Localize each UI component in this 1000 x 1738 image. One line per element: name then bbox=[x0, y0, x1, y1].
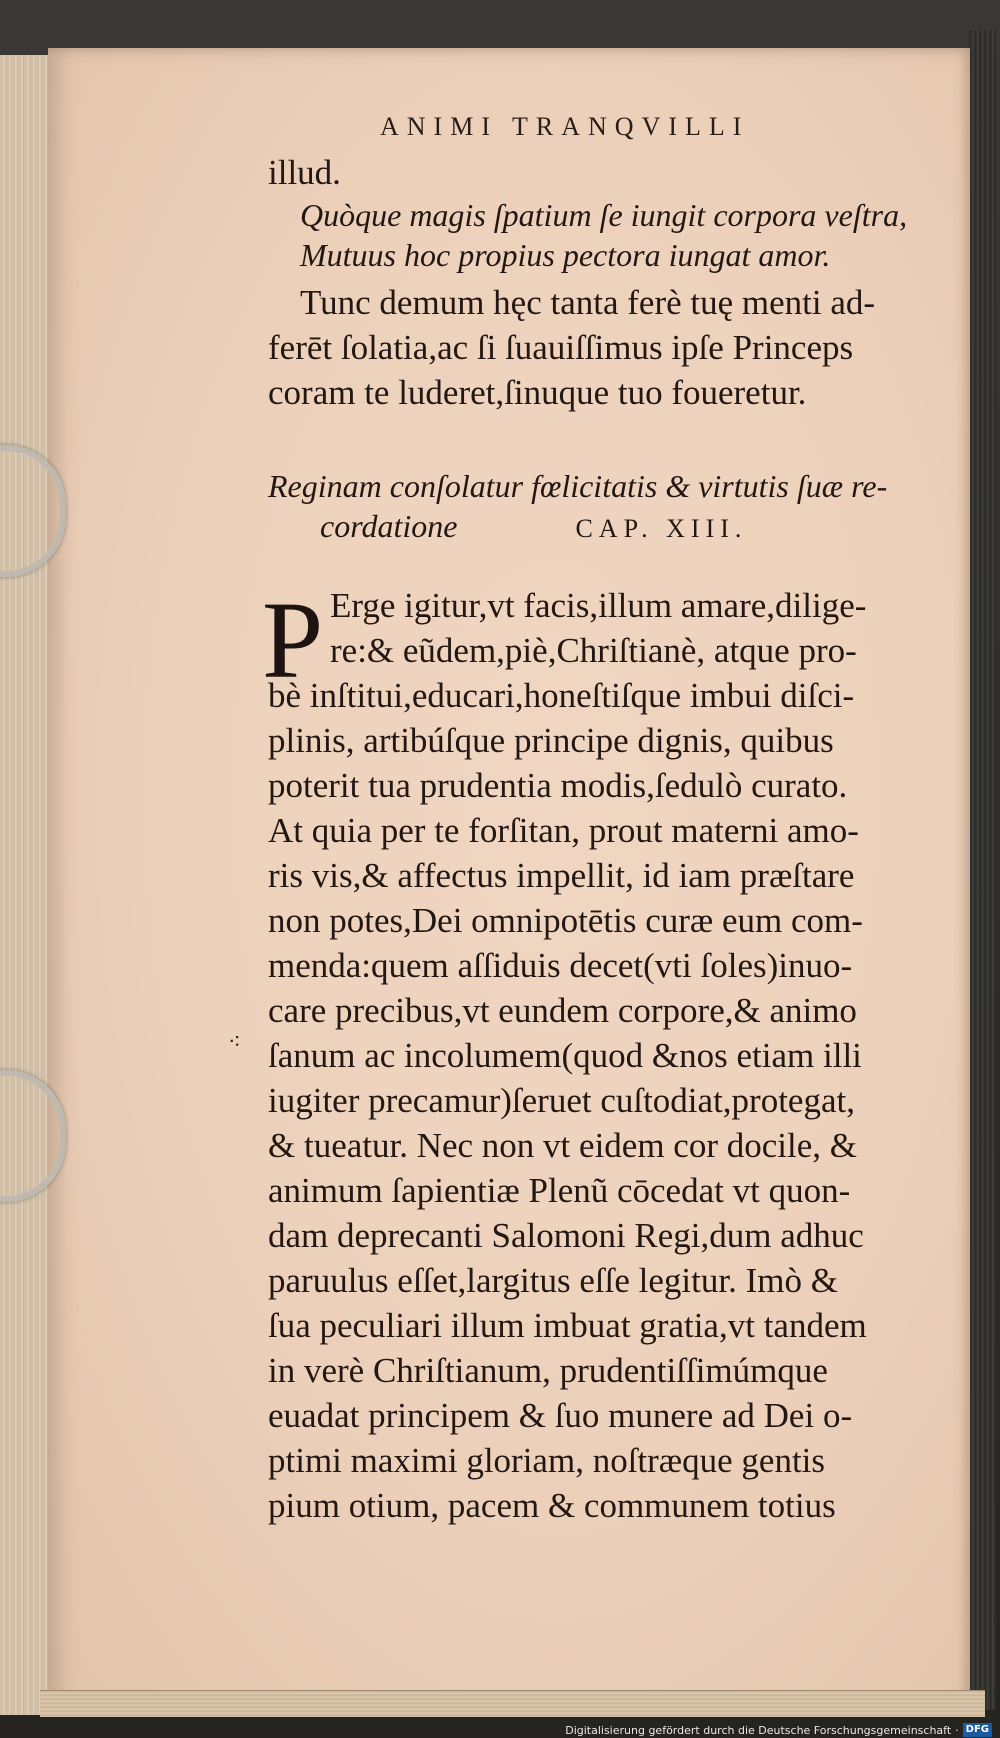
body-line: re:& eũdem,piè,Chriſtianè, atque pro- bbox=[330, 631, 857, 670]
digitization-credit: Digitalisierung gefördert durch die Deutsche Forschungsgemeinschaft · DFG bbox=[565, 1722, 992, 1738]
body-line: paruulus eſſet,largitus eſſe legitur. Imò & bbox=[268, 1261, 838, 1300]
body-line: euadat principem & ſuo munere ad Dei o- bbox=[268, 1396, 853, 1435]
para1-line-1: Tunc demum hęc tanta ferè tuę menti ad- bbox=[300, 283, 876, 322]
para1-line-2: ferēt ſolatia,ac ſi ſuauiſſimus ipſe Princeps bbox=[268, 328, 854, 367]
chapter-label: CAP. XIII. bbox=[575, 514, 748, 543]
body-line: pium otium, pacem & communem totius bbox=[268, 1486, 836, 1525]
chapter-heading-line-1: Reginam conſolatur fœlicitatis & virtutis ſuæ re- bbox=[268, 468, 888, 504]
body-line: plinis, artibúſque principe dignis, quibus bbox=[268, 721, 834, 760]
body-line: ris vis,& affectus impellit, id iam præſtare bbox=[268, 856, 855, 895]
running-head: ANIMI TRANQVILLI bbox=[380, 112, 750, 141]
body-line: in verè Chriſtianum, prudentiſſimúmque bbox=[268, 1351, 828, 1390]
body-line: bè inſtitui,educari,honeſtiſque imbui diſci- bbox=[268, 676, 855, 715]
body-line: care precibus,vt eundem corpore,& animo bbox=[268, 991, 857, 1030]
book-cover-edge bbox=[968, 30, 996, 1710]
body-line: iugiter precamur)ſeruet cuſtodiat,protegat, bbox=[268, 1081, 855, 1120]
body-line: & tueatur. Nec non vt eidem cor docile, & bbox=[268, 1126, 857, 1165]
paragraph-1 bbox=[268, 280, 948, 415]
page-stack-bottom bbox=[40, 1690, 985, 1717]
line-illud: illud. bbox=[268, 153, 341, 192]
body-line: menda:quem aſſiduis decet(vti ſoles)inuo- bbox=[268, 946, 853, 985]
body-line: ſanum ac incolumem(quod &nos etiam illi bbox=[268, 1036, 862, 1075]
credit-text: Digitalisierung gefördert durch die Deutsche Forschungsgemeinschaft bbox=[565, 1723, 952, 1737]
chapter-heading bbox=[268, 466, 948, 549]
margin-marks: ⁖ bbox=[228, 1030, 241, 1055]
verse-line-2: Mutuus hoc propius pectora iungat amor. bbox=[300, 237, 831, 273]
body-line: poterit tua prudentia modis,ſedulò curato. bbox=[268, 766, 848, 805]
body-line: ſua peculiari illum imbuat gratia,vt tandem bbox=[268, 1306, 867, 1345]
body-line: At quia per te forſitan, prout materni amo- bbox=[268, 811, 859, 850]
chapter-heading-line-2-text: cordatione bbox=[320, 508, 458, 544]
body-line: Erge igitur,vt facis,illum amare,dilige- bbox=[330, 586, 867, 625]
body-line: non potes,Dei omnipotētis curæ eum com- bbox=[268, 901, 863, 940]
chapter-heading-line-2 bbox=[268, 506, 948, 549]
drop-capital: P bbox=[262, 579, 324, 701]
para1-line-3: coram te luderet,ſinuque tuo foueretur. bbox=[268, 373, 807, 412]
body-line: ptimi maximi gloriam, noſtræque gentis bbox=[268, 1441, 826, 1480]
body-paragraph bbox=[268, 583, 948, 1528]
verse-block bbox=[268, 195, 948, 275]
dfg-logo-icon: DFG bbox=[963, 1723, 992, 1737]
body-line: animum ſapientiæ Plenũ cōcedat vt quon- bbox=[268, 1171, 851, 1210]
body-line: dam deprecanti Salomoni Regi,dum adhuc bbox=[268, 1216, 864, 1255]
verse-line-1: Quòque magis ſpatium ſe iungit corpora veſtra, bbox=[300, 197, 908, 233]
